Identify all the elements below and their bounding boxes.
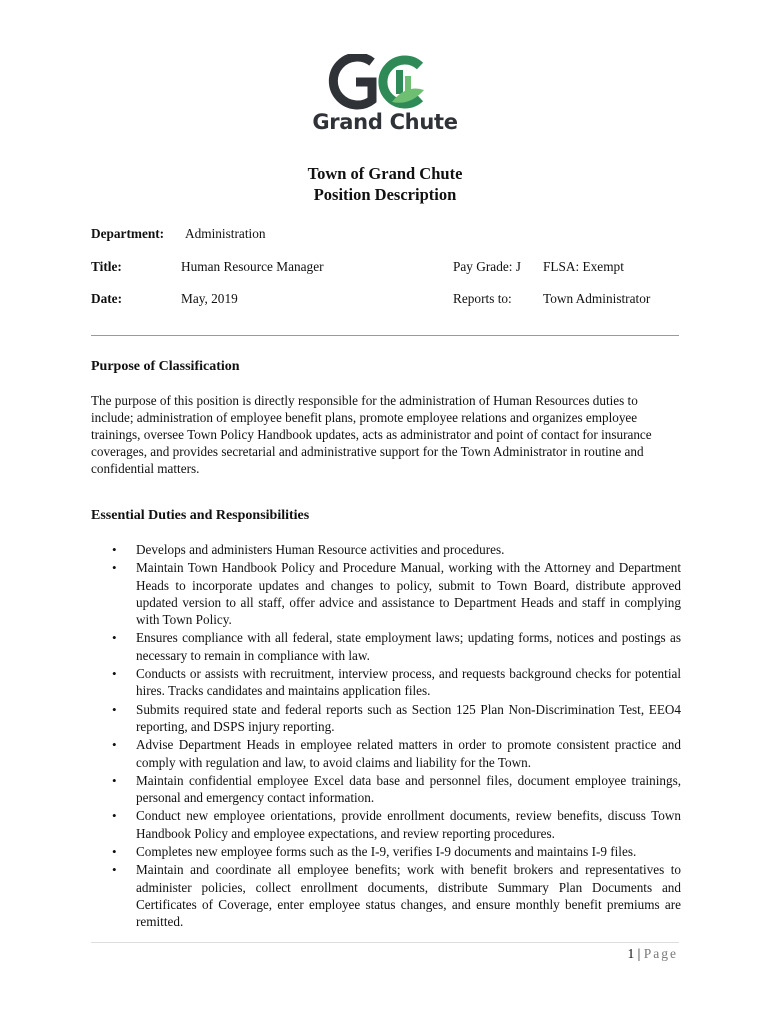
list-item: • Advise Department Heads in employee related matters in order to promote consistent practice and comply with regulation and law, to avoid claims and liability for the Town. [136, 736, 681, 771]
list-item: • Develops and administers Human Resource activities and procedures. [136, 541, 681, 558]
list-item: • Ensures compliance with all federal, state employment laws; updating forms, notices and postings as necessary to remain in compliance with law. [136, 629, 681, 664]
date-value: May, 2019 [181, 291, 238, 306]
reports-to-value: Town Administrator [543, 291, 651, 306]
duties-heading: Essential Duties and Responsibilities [91, 508, 310, 523]
purpose-body: The purpose of this position is directly responsible for the administration of Human Resources duties to include; administration of employee benefit plans, promote employee relations and organizes employee trainings, oversee Town Policy Handbook updates, acts as administrator and point of contact for insurance coverages, and provides secretarial and administrative support for the Town Administrator in routine and confidential matters. [91, 393, 652, 476]
list-item: • Maintain Town Handbook Policy and Procedure Manual, working with the Attorney and Department Heads to incorporate updates and changes to policy, submit to Town Board, distribute approved updated version to all staff, offer advice and assistance to Department Heads and staff in complying with Town Policy. [136, 559, 681, 628]
title-line-town: Town of Grand Chute [307, 164, 463, 183]
page-number [628, 946, 678, 962]
list-item: • Completes new employee forms such as the I-9, verifies I-9 documents and maintains I-9 files. [136, 843, 681, 860]
department-label: Department: [91, 226, 165, 241]
list-item: • Maintain and coordinate all employee benefits; work with benefit brokers and representatives to administer policies, collect enrollment documents, distribute Summary Plan Documents and Certificates of Coverage, enter employee status changes, and ensure monthly benefit premiums are remitted. [136, 861, 681, 930]
title-line-position: Position Description [313, 185, 457, 204]
title-label: Title: [91, 259, 122, 274]
title-value: Human Resource Manager [181, 259, 324, 274]
date-label: Date: [91, 291, 123, 306]
list-item: • Submits required state and federal reports such as Section 125 Plan Non-Discrimination Test, EEO4 reporting, and DSPS injury reporting. [136, 701, 681, 736]
document-title [0, 163, 770, 205]
logo-wordmark: Grand Chute [312, 110, 458, 134]
list-item: • Conducts or assists with recruitment, interview process, and requests background checks for potential hires. Tracks candidates and maintains application files. [136, 665, 681, 700]
grand-chute-logo-icon [300, 54, 470, 110]
purpose-heading: Purpose of Classification [91, 359, 240, 374]
department-value: Administration [185, 226, 266, 241]
header-divider [91, 335, 679, 336]
pay-grade: Pay Grade: J [453, 259, 521, 274]
flsa-status: FLSA: Exempt [543, 259, 624, 274]
grand-chute-logo [300, 54, 470, 138]
list-item: • Conduct new employee orientations, provide enrollment documents, review benefits, discuss Town Handbook Policy and employee expectations, and review reporting procedures. [136, 807, 681, 842]
footer-divider [91, 942, 679, 943]
list-item: • Maintain confidential employee Excel data base and personnel files, document employee trainings, personal and emergency contact information. [136, 772, 681, 807]
reports-to-label: Reports to: [453, 291, 512, 306]
page-separator: | [637, 946, 641, 961]
page-word: Page [643, 946, 678, 961]
page-number-value: 1 [627, 946, 635, 961]
duties-list [136, 541, 681, 932]
